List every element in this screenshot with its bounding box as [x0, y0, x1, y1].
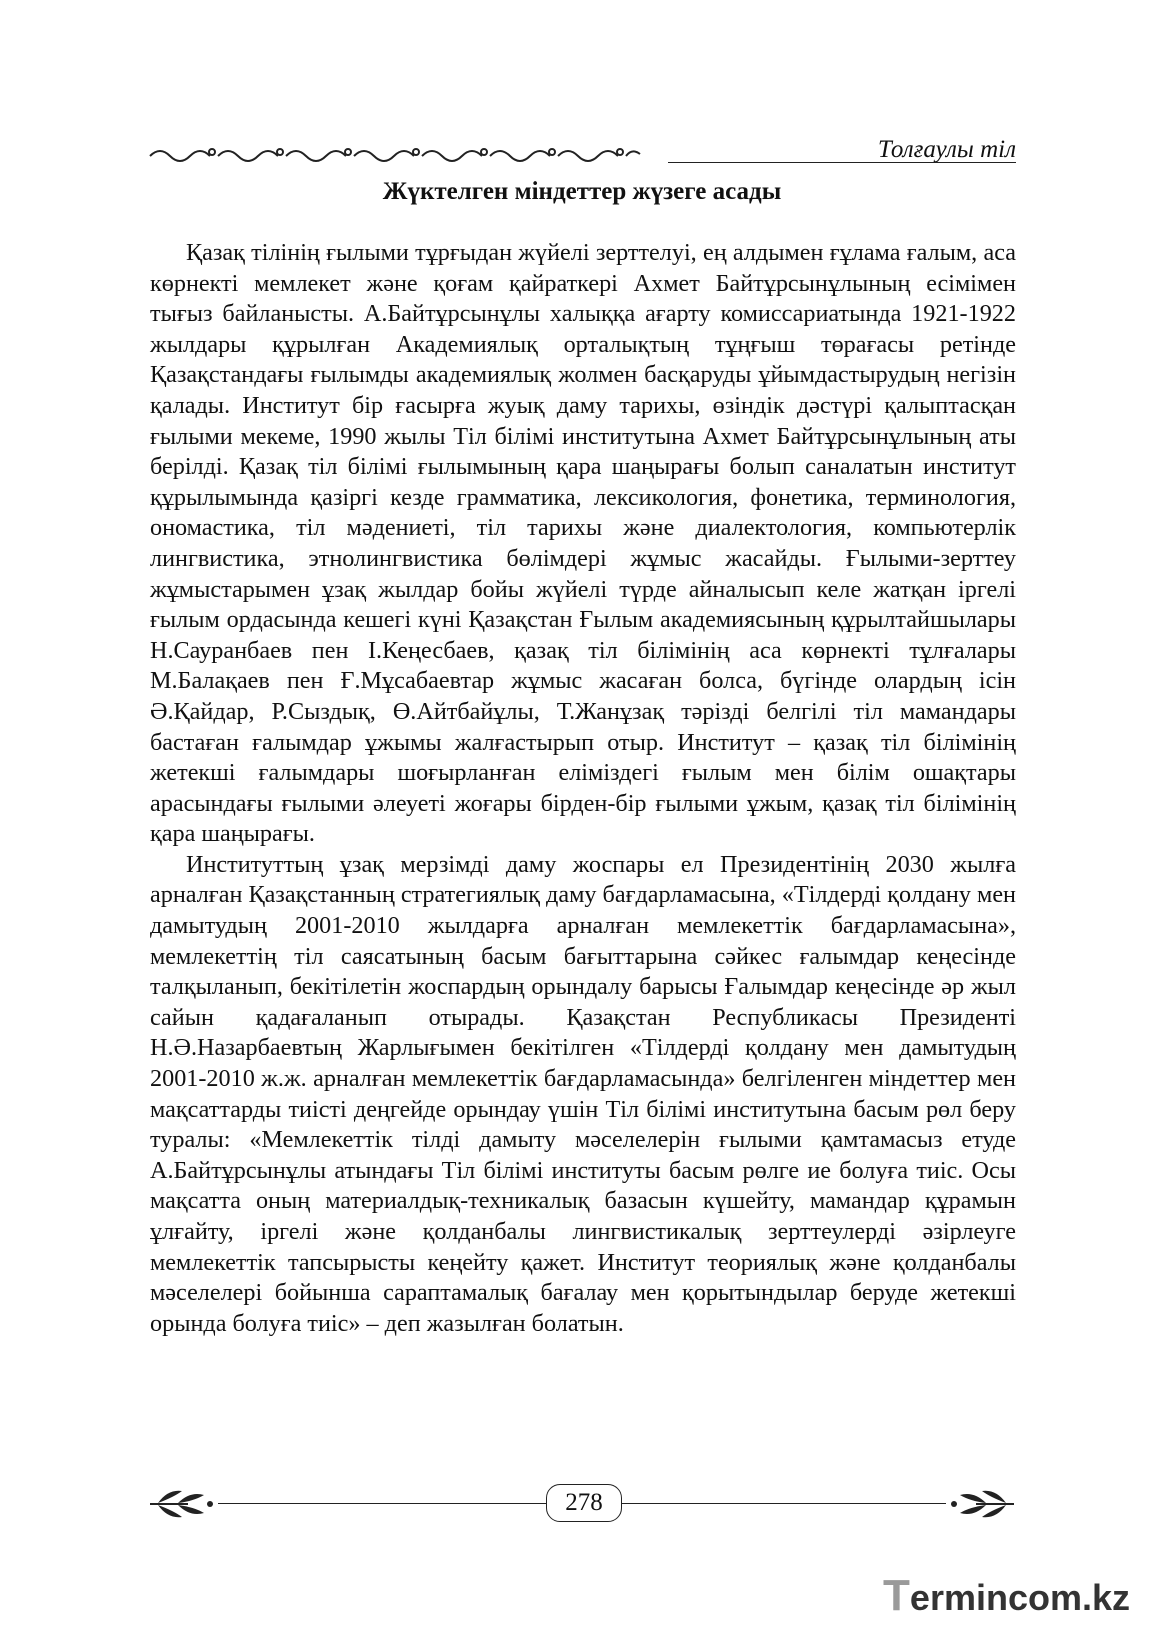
- leaf-ornament-icon: [148, 1486, 218, 1520]
- paragraph: Қазақ тілінің ғылыми тұрғыдан жүйелі зерттелуі, ең алдымен ғұлама ғалым, аса көрнекті мемлекет және қоғам қайраткері Ахмет Байтұрсынұлының есімімен тығыз байланысты. А.Байтұрсынұлы халыққа ағарту комиссариатында 1921-1922 жылдары құрылған Академиялық орталықтың тұңғыш төрағасы ретінде Қазақстандағы ғылымды академиялық жолмен басқаруды ұйымдастырудың негізін қалады. Институт бір ғасырға жуық даму тарихы, өзіндік дәстүрі қалыптасқан ғылыми мекеме, 1990 жылы Тіл білімі институтына Ахмет Байтұрсынұлының аты берілді. Қазақ тіл білімі ғылымының қара шаңырағы болып саналатын институт құрылымында қазіргі кезде грамматика, лексикология, фонетика, терминология, ономастика, тіл мәдениеті, тіл тарихы және диалектология, компьютерлік лингвистика, этнолингвистика бөлімдері жұмыс жасайды. Ғылыми-зерттеу жұмыстарымен ұзақ жылдар бойы жүйелі түрде айналысып келе жатқан іргелі ғылым ордасында кешегі күні Қазақстан Ғылым академиясының құрылтайшылары Н.Сауранбаев пен І.Кеңесбаев, қазақ тіл білімінің аса көрнекті тұлғалары М.Балақаев пен Ғ.Мұсабаевтар жұмыс жасаған болса, бүгінде олардың ісін Ә.Қайдар, Р.Сыздық, Ө.Айтбайұлы, Т.Жанұзақ тәрізді белгілі тіл мамандары бастаған ғалымдар ұжымы жалғастырып отыр. Институт – қазақ тіл білімінің жетекші ғалымдары шоғырланған еліміздегі ғылым мен білім ошақтары арасындағы ғылыми әлеуеті жоғары бірден-бір ғылыми ұжым, қазақ тіл білімінің қара шаңырағы.: [150, 239, 1016, 848]
- paragraph: Институттың ұзақ мерзімді даму жоспары ел Президентінің 2030 жылға арналған Қазақстанның стратегиялық даму бағдарламасына, «Тілдерді қолдану мен дамытудың 2001-2010 жылдарға арналған мемлекеттік бағдарламасына», мемлекеттің тіл саясатының басым бағыттарына сәйкес ғалымдар кеңесінде талқыланып, бекітілетін жоспардың орындалу барысы Ғалымдар кеңесінде әр жыл сайын қадағаланып отырады. Қазақстан Республикасы Президенті Н.Ә.Назарбаевтың Жарлығымен бекітілген «Тілдерді қолдану мен дамытудың 2001-2010 ж.ж. арналған мемлекеттік бағдарламасында» белгіленген міндеттер мен мақсаттарды тиісті деңгейде орындау үшін Тіл білімі институтына басым рөл беру туралы: «Мемлекеттік тілді дамыту мәселелерін ғылыми қамтамасыз етуде А.Байтұрсынұлы атындағы Тіл білімі институты басым рөлге ие болуға тиіс. Осы мақсатта оның материалдық-техникалық базасын күшейту, мамандар құрамын ұлғайту, іргелі және қолданбалы лингвистикалық зерттеулерді әзірлеуге мемлекеттік тапсырысты кеңейту қажет. Институт теориялық және қолданбалы мәселелері бойынша сараптамалық бағалау мен қорытындылар беруде жетекші орында болуға тиіс» – деп жазылған болатын.: [150, 850, 1017, 1337]
- page-header: [148, 132, 1016, 172]
- article-body: [150, 238, 1016, 1339]
- leaf-ornament-icon: [946, 1486, 1016, 1520]
- page-number: 278: [546, 1484, 622, 1522]
- article-title: Жүктелген міндеттер жүзеге асады: [382, 178, 782, 205]
- footer-rule-right: [622, 1503, 946, 1504]
- running-title: Толғаулы тіл: [877, 136, 1016, 163]
- footer-rule-left: [218, 1503, 546, 1504]
- page-footer: [148, 1482, 1016, 1524]
- watermark-logo: Termincom.kz: [883, 1571, 1130, 1620]
- scroll-ornament-icon: [148, 142, 648, 168]
- header-rule: [668, 162, 1016, 163]
